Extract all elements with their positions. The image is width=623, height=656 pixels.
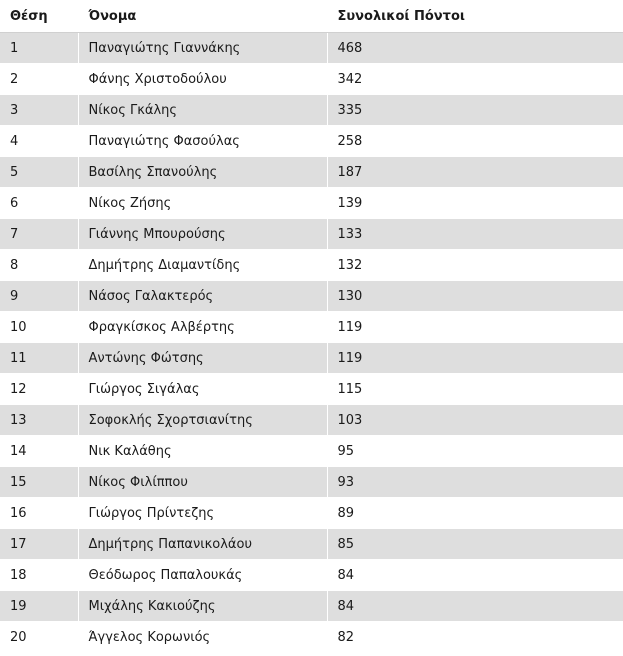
cell-position: 14: [0, 436, 78, 467]
cell-position: 5: [0, 157, 78, 188]
cell-total-points: 468: [327, 33, 623, 64]
cell-name: Δημήτρης Παπανικολάου: [78, 529, 327, 560]
table-row: [0, 33, 623, 64]
cell-position: 18: [0, 560, 78, 591]
cell-total-points: 84: [327, 591, 623, 622]
table-row: [0, 467, 623, 498]
table-row: [0, 219, 623, 250]
cell-position: 9: [0, 281, 78, 312]
cell-name: Θεόδωρος Παπαλουκάς: [78, 560, 327, 591]
cell-name: Βασίλης Σπανούλης: [78, 157, 327, 188]
cell-total-points: 82: [327, 622, 623, 653]
cell-name: Νίκος Φιλίππου: [78, 467, 327, 498]
cell-position: 10: [0, 312, 78, 343]
table-row: [0, 312, 623, 343]
cell-total-points: 85: [327, 529, 623, 560]
cell-name: Γιώργος Σιγάλας: [78, 374, 327, 405]
table-row: [0, 188, 623, 219]
cell-total-points: 115: [327, 374, 623, 405]
cell-name: Δημήτρης Διαμαντίδης: [78, 250, 327, 281]
cell-name: Σοφοκλής Σχορτσιανίτης: [78, 405, 327, 436]
cell-name: Παναγιώτης Φασούλας: [78, 126, 327, 157]
table-row: [0, 64, 623, 95]
cell-name: Γιάννης Μπουρούσης: [78, 219, 327, 250]
cell-position: 16: [0, 498, 78, 529]
cell-position: 15: [0, 467, 78, 498]
cell-position: 20: [0, 622, 78, 653]
cell-name: Γιώργος Πρίντεζης: [78, 498, 327, 529]
cell-total-points: 84: [327, 560, 623, 591]
cell-name: Φραγκίσκος Αλβέρτης: [78, 312, 327, 343]
cell-total-points: 335: [327, 95, 623, 126]
cell-name: Νίκος Ζήσης: [78, 188, 327, 219]
header-total-points: Συνολικοί Πόντοι: [327, 0, 623, 33]
cell-name: Αντώνης Φώτσης: [78, 343, 327, 374]
table-body: [0, 33, 623, 653]
table-row: [0, 126, 623, 157]
cell-position: 11: [0, 343, 78, 374]
table-row: [0, 622, 623, 653]
cell-name: Άγγελος Κορωνιός: [78, 622, 327, 653]
cell-total-points: 93: [327, 467, 623, 498]
cell-total-points: 187: [327, 157, 623, 188]
table-row: [0, 529, 623, 560]
cell-name: Μιχάλης Κακιούζης: [78, 591, 327, 622]
cell-position: 8: [0, 250, 78, 281]
cell-total-points: 95: [327, 436, 623, 467]
cell-total-points: 119: [327, 343, 623, 374]
cell-name: Νάσος Γαλακτερός: [78, 281, 327, 312]
table-row: [0, 591, 623, 622]
cell-position: 7: [0, 219, 78, 250]
table-row: [0, 157, 623, 188]
cell-total-points: 89: [327, 498, 623, 529]
table-row: [0, 250, 623, 281]
cell-name: Παναγιώτης Γιαννάκης: [78, 33, 327, 64]
cell-total-points: 133: [327, 219, 623, 250]
cell-position: 17: [0, 529, 78, 560]
header-position: Θέση: [0, 0, 78, 33]
header-name: Όνομα: [78, 0, 327, 33]
cell-total-points: 132: [327, 250, 623, 281]
cell-position: 3: [0, 95, 78, 126]
cell-position: 2: [0, 64, 78, 95]
table-row: [0, 343, 623, 374]
cell-position: 13: [0, 405, 78, 436]
cell-position: 19: [0, 591, 78, 622]
table-row: [0, 560, 623, 591]
table-row: [0, 436, 623, 467]
table-row: [0, 405, 623, 436]
cell-name: Νίκος Γκάλης: [78, 95, 327, 126]
cell-name: Νικ Καλάθης: [78, 436, 327, 467]
cell-position: 4: [0, 126, 78, 157]
cell-name: Φάνης Χριστοδούλου: [78, 64, 327, 95]
cell-total-points: 342: [327, 64, 623, 95]
cell-total-points: 119: [327, 312, 623, 343]
table-row: [0, 498, 623, 529]
cell-total-points: 103: [327, 405, 623, 436]
cell-total-points: 139: [327, 188, 623, 219]
table-row: [0, 374, 623, 405]
cell-position: 12: [0, 374, 78, 405]
header-row: [0, 0, 623, 33]
cell-total-points: 258: [327, 126, 623, 157]
cell-total-points: 130: [327, 281, 623, 312]
cell-position: 1: [0, 33, 78, 64]
cell-position: 6: [0, 188, 78, 219]
table-row: [0, 95, 623, 126]
table-row: [0, 281, 623, 312]
